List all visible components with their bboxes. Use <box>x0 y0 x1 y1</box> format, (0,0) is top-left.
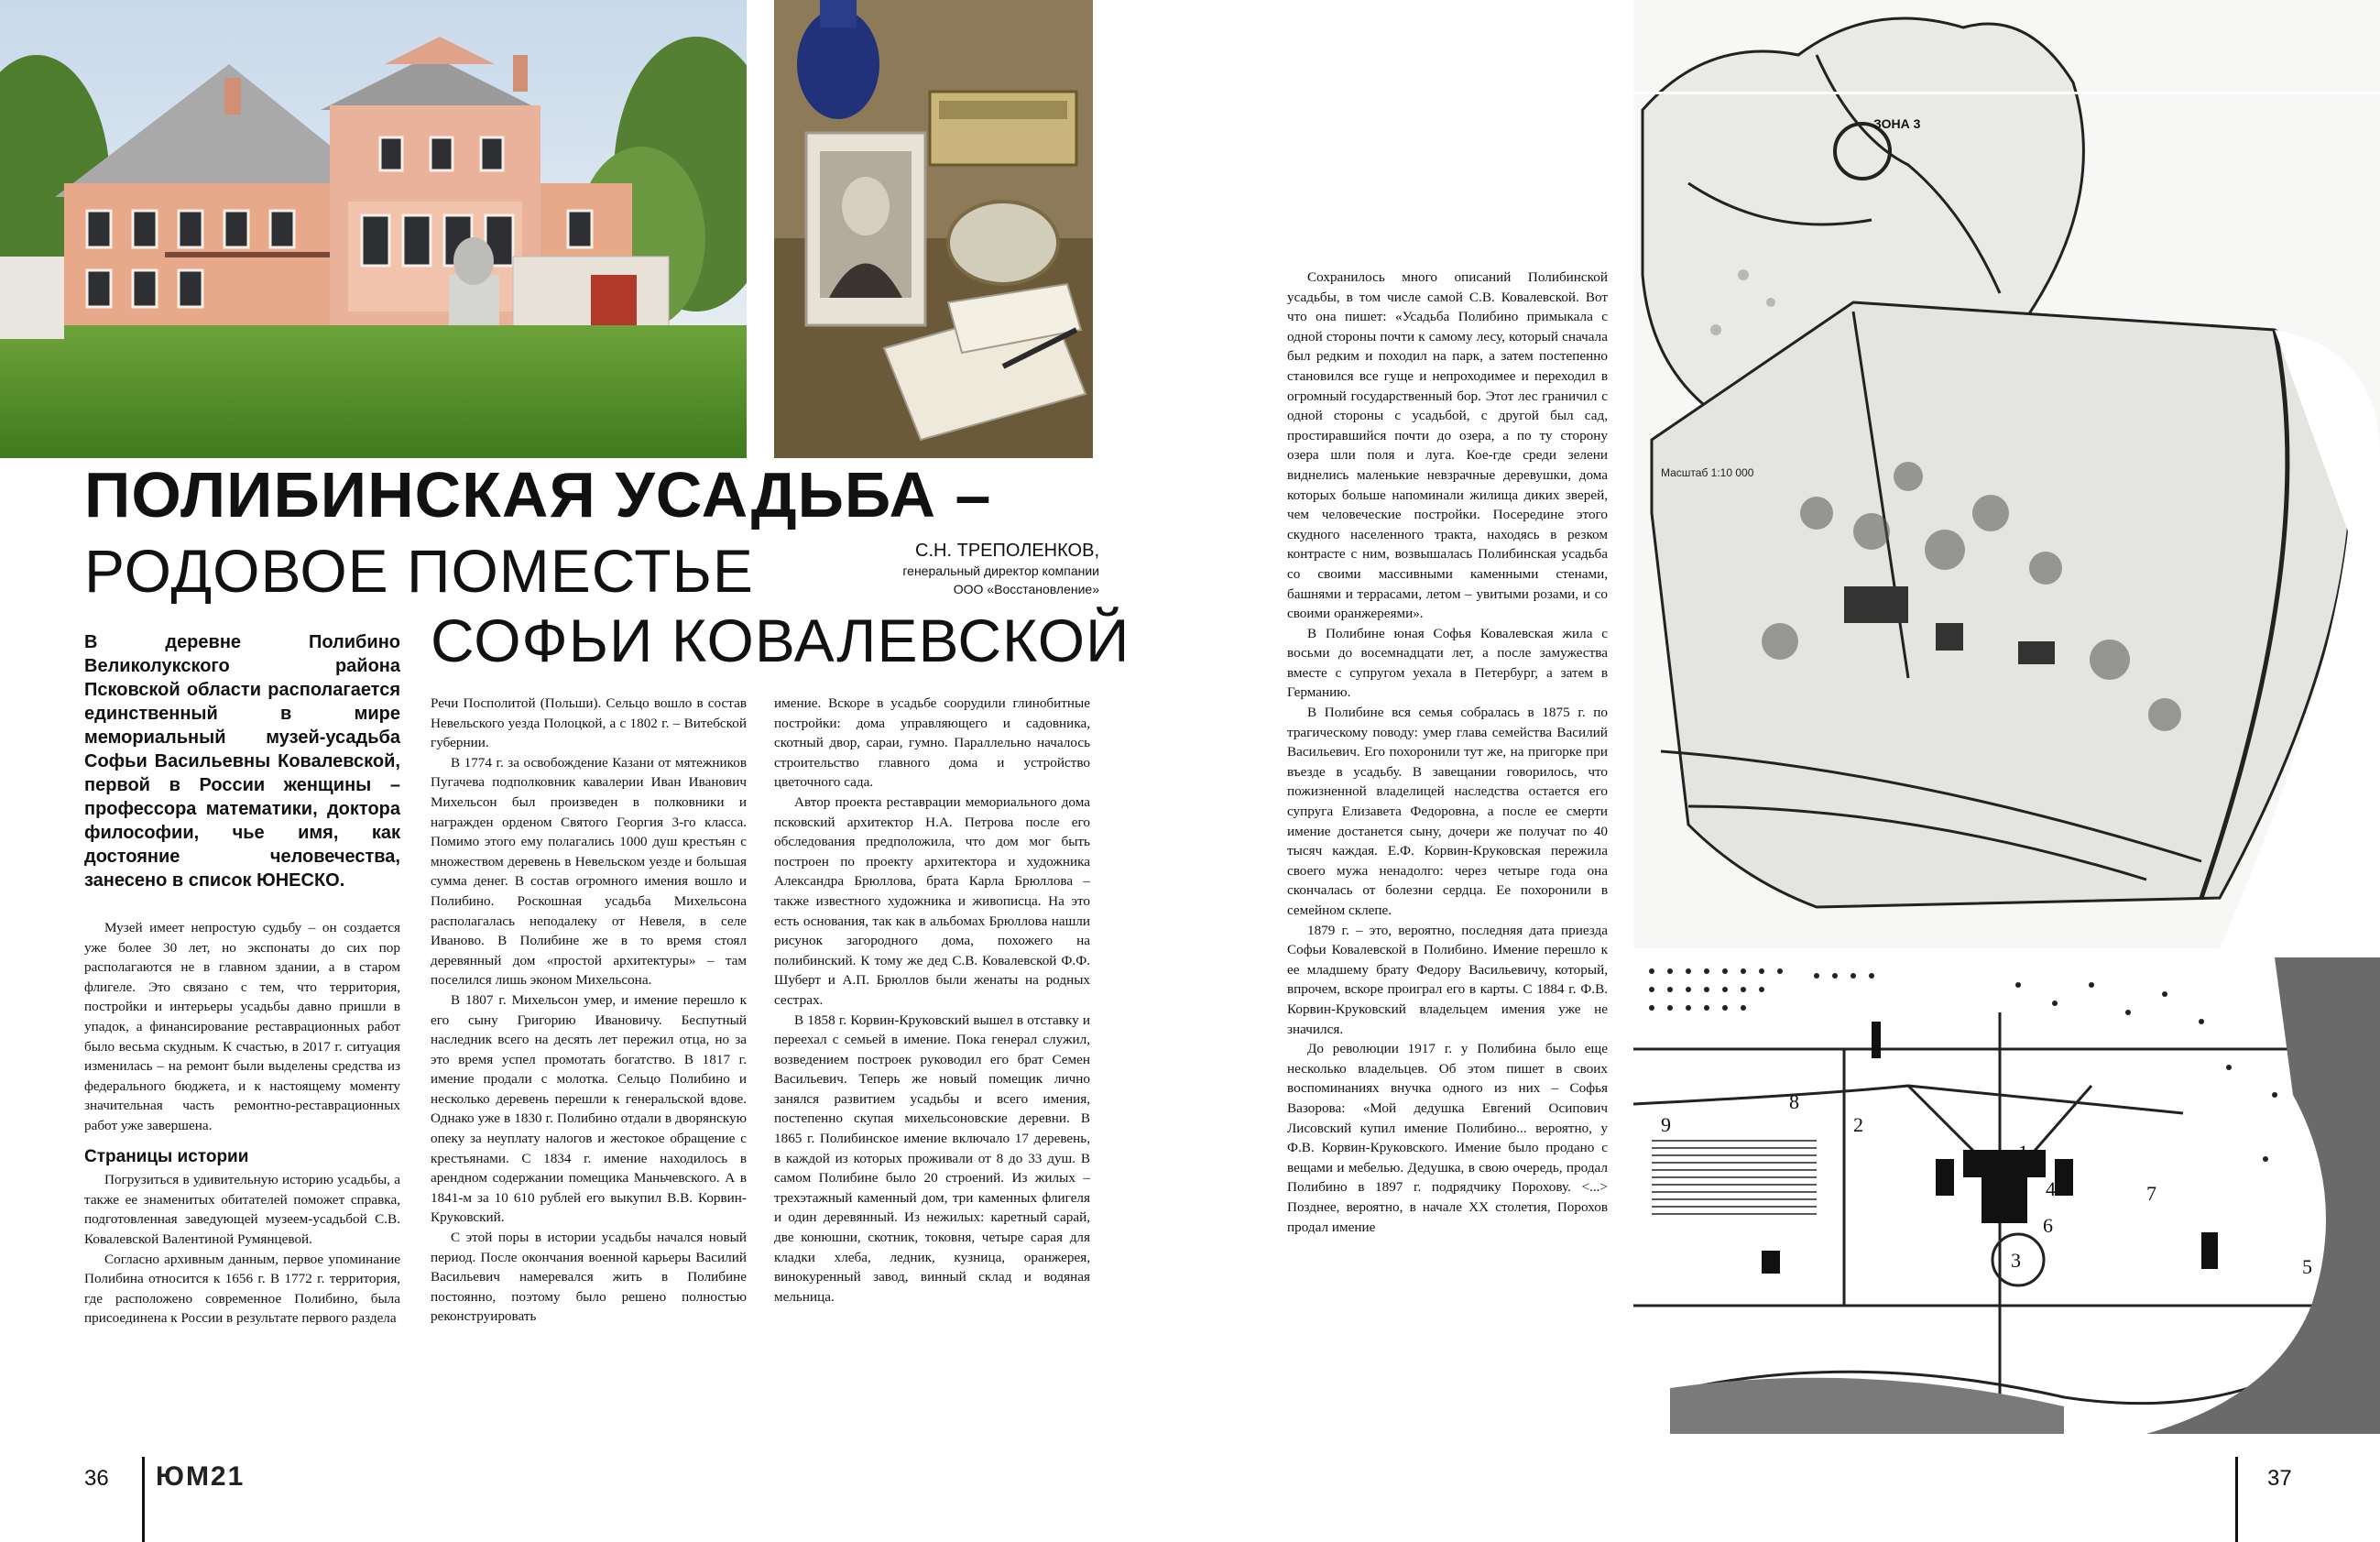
col4-paragraph-5: До революции 1917 г. у Полибина было еще несколько владельцев. Об этом пишет в своих воспоминаниях внучка одного из них – Софья Вазорова: «Мой дедушка Евгений Осипович Лисовский купил имение Полибино... вероятно, у Ф.В. Корвин-Круковского. Имение было продано с вещами и мебелью. Дедушка, в свою очередь, продал Полибино в 1897 г. подрядчику Порохову. <...> Позднее, вероятно, в начале XX столетия, Порохов продал имение <box>1287 1041 1608 1235</box>
portrait-still-life-photo <box>774 0 1093 458</box>
plan-number: 8 <box>1789 1090 1799 1113</box>
col3-paragraph-3: В 1858 г. Корвин-Круковский вышел в отставку и переехал с семьей в имение. Пока генерал служил, возведением построек руководил его брат Семен Васильевич. Теперь же новый помещик лично занялся развитием усадьбы и всего имения, постепенно скупая михельсоновские деревни. В 1865 г. Полибинское имение включало 17 деревень, в каждой из которых проживали от 8 до 33 душ. В самом Полибине было 20 строений. Из жилых – трехэтажный каменный дом, три каменных флигеля и один деревянный. Из нежилых: каретный сарай, две конюшни, скотник, токовня, четыре сарая для кладки хлеба, ледник, кузница, оранжерея, винокуренный завод, винный склад и водяная мельница. <box>774 1012 1090 1305</box>
article-title-line2: РОДОВОЕ ПОМЕСТЬЕ <box>84 537 754 605</box>
col2-paragraph-2: В 1774 г. за освобождение Казани от мятежников Пугачева подполковник кавалерии Иван Иванович Михельсон был произведен в полковники и награжден орденом Святого Георгия 3-го класса. Помимо этого ему полагались 1000 душ крестьян с множеством деревень в Невельском уезде и большая сумма денег. В состав огромного имения вошло и Полибино. Роскошная усадьба Михельсона располагалась неподалеку от Невеля, в селе Иваново. В Полибине же в то время стоял деревянный дом «простой архитектуры» – там поселился лишь эконом Михельсона. <box>431 754 747 989</box>
article-title-line1: ПОЛИБИНСКАЯ УСАДЬБА – <box>84 459 992 530</box>
plan-number: 6 <box>2043 1214 2053 1237</box>
plan-number: 3 <box>2011 1249 2021 1272</box>
column-2 <box>431 694 747 1327</box>
col2-paragraph-1: Речи Посполитой (Польши). Сельцо вошло в состав Невельского уезда Полоцкой, а с 1802 г. – Витебской губернии. <box>431 695 747 751</box>
zone-label: ЗОНА 3 <box>1873 116 1921 131</box>
col1-paragraph-3: Согласно архивным данным, первое упоминание Полибина относится к 1656 г. В 1772 г. территория, где расположено современное Полибино, была присоединена к России в результате первого раздела <box>84 1251 400 1327</box>
col4-paragraph-2: В Полибине юная Софья Ковалевская жила с восьми до восемнадцати лет, а после замужества вместе с супругом уехала в Петербург, а затем в Германию. <box>1287 625 1608 701</box>
scale-label: Масштаб 1:10 000 <box>1661 466 1754 479</box>
footer-rule-right <box>2235 1457 2238 1542</box>
col3-paragraph-2: Автор проекта реставрации мемориального дома псковский архитектор Н.А. Петрова после его обследования предположила, что дом мог быть построен по проекту архитектора и художника Александра Брюллова, брата Карла Брюллова – также известного художника и живописца. На это есть основания, так как в альбомах Брюллова нашли рисунок загородного дома, похожего на полибинский. К тому же дед С.В. Ковалевской Ф.Ф. Шуберт и А.П. Брюллов были женаты на родных сестрах. <box>774 793 1090 1008</box>
plan-number: 1 <box>2018 1141 2028 1164</box>
plan-number: 4 <box>2046 1177 2056 1200</box>
manor-house-photo <box>0 0 747 458</box>
lead-paragraph: В деревне Полибино Великолукского района Псковской области располагается единственный в мире мемориальный музей-усадьба Софьи Васильевны Ковалевской, первой в России женщины – профессора математики, доктора философии, чье имя, как достояние человечества, занесено в список ЮНЕСКО. <box>84 632 400 891</box>
col1-paragraph-1: Музей имеет непростую судьбу – он создается уже более 30 лет, но экспонаты до сих пор располагаются не в главном здании, а в старом флигеле. Это связано с тем, что территория, постройки и интерьеры усадьбы давно пришли в упадок, а финансирование реставрационных работ было весьма скудным. К счастью, в 2017 г. ситуация изменилась – на ремонт были выделены средства из федерального бюджета, и к настоящему моменту значительная часть ремонтно-реставрационных работ уже завершена. <box>84 920 400 1133</box>
plan-number: 5 <box>2302 1255 2312 1278</box>
plan-number: 9 <box>1661 1113 1671 1136</box>
col4-paragraph-1: Сохранилось много описаний Полибинской усадьбы, в том числе самой С.В. Ковалевской. Вот что она пишет: «Усадьба Полибино примыкала с одной стороны почти к самому лесу, который сначала был редким и походил на парк, а затем постепенно становился все гуще и непроходимее и переходил в огромный государственный бор. Этот лес граничил с одной стороны с усадьбой, с другой был сад, простиравшийся почти до озера, а по ту сторону озера шли поля и луга. Кое-где среди зелени виднелись маленькие невзрачные деревушки, дома которых больше напоминали жилища диких зверей, чем человеческие постройки. Посередине этого скудного населенного тракта, находясь в резком контрасте с ним, возвышалась Полибинская усадьба со своими массивными каменными стенами, башнями и террасами, летом – увитыми розами, и со своими оранжереями». <box>1287 269 1608 622</box>
author-block <box>824 541 1099 598</box>
right-page-number: 37 <box>2267 1466 2292 1491</box>
col4-paragraph-3: В Полибине вся семья собралась в 1875 г. по трагическому поводу: умер глава семейства Василий Васильевич. Его похоронили тут же, на пригорке при въезде в усадьбу. В завещании говорилось, что пожизненной владелицей наследства остается его супруга Елизавета Федоровна, а после ее смерти имение достанется сыну, дочери же получат по 40 тысяч каждая. Е.Ф. Корвин-Круковская пережила своего мужа ненадолго: через четыре года она скончалась от болезни сердца. Ее похоронили в семейном склепе. <box>1287 705 1608 918</box>
column-1 <box>84 918 400 1329</box>
col2-paragraph-3: В 1807 г. Михельсон умер, и имение перешло к его сыну Григорию Ивановичу. Беспутный наследник всего на десять лет пережил отца, но за это время успел промотать богатство. В 1817 г. имение продали с молотка. Сельцо Полибино и несколько деревень перешли к генеральской вдове. Однако уже в 1830 г. Полибино отдали в дворянскую опеку за неуплату налогов и жестокое обращение с крестьянами. С 1834 г. имение находилось в арендном содержании помещика Маньчевского. А в 1841-м за 10 610 рублей его выкупил В.В. Корвин-Круковский. <box>431 991 747 1226</box>
col1-paragraph-2: Погрузиться в удивительную историю усадьбы, а также ее знаменитых обитателей поможет справка, подготовленная заведующей музеем-усадьбой С.В. Ковалевской Валентиной Румянцевой. <box>84 1172 400 1247</box>
estate-plan-diagram <box>1633 957 2380 1434</box>
column-4 <box>1287 268 1608 1237</box>
col3-paragraph-1: имение. Вскоре в усадьбе соорудили глинобитные постройки: дома управляющего и садовника, скотный двор, сараи, гумно. Параллельно началось строительство главного дома и устройство цветочного сада. <box>774 695 1090 791</box>
section-subhead: Страницы истории <box>84 1146 249 1166</box>
col4-paragraph-4: 1879 г. – это, вероятно, последняя дата приезда Софьи Ковалевской в Полибино. Имение перешло к ее младшему брату Федору Васильевичу, который, впрочем, вскоре проиграл его в карты. С 1884 г. Ф.В. Корвин-Круковский владельцем имения уже не значился. <box>1287 922 1608 1037</box>
column-3 <box>774 694 1090 1307</box>
article-title-line3: СОФЬИ КОВАЛЕВСКОЙ <box>431 607 1130 674</box>
magazine-logo: ЮМ21 <box>156 1461 246 1492</box>
plan-number: 2 <box>1853 1113 1863 1136</box>
author-name: С.Н. ТРЕПОЛЕНКОВ, <box>915 541 1099 561</box>
plan-number: 7 <box>2146 1182 2156 1205</box>
col2-paragraph-4: С этой поры в истории усадьбы начался новый период. После окончания военной карьеры Василий Васильевич намеревался жить в Полибине постоянно, поэтому было решено полностью реконструировать <box>431 1230 747 1325</box>
author-company: ООО «Восстановление» <box>953 582 1099 596</box>
footer-rule-left <box>142 1457 145 1542</box>
left-page-number: 36 <box>84 1466 109 1491</box>
author-role: генеральный директор компании <box>902 563 1099 578</box>
estate-survey-map <box>1633 0 2380 948</box>
